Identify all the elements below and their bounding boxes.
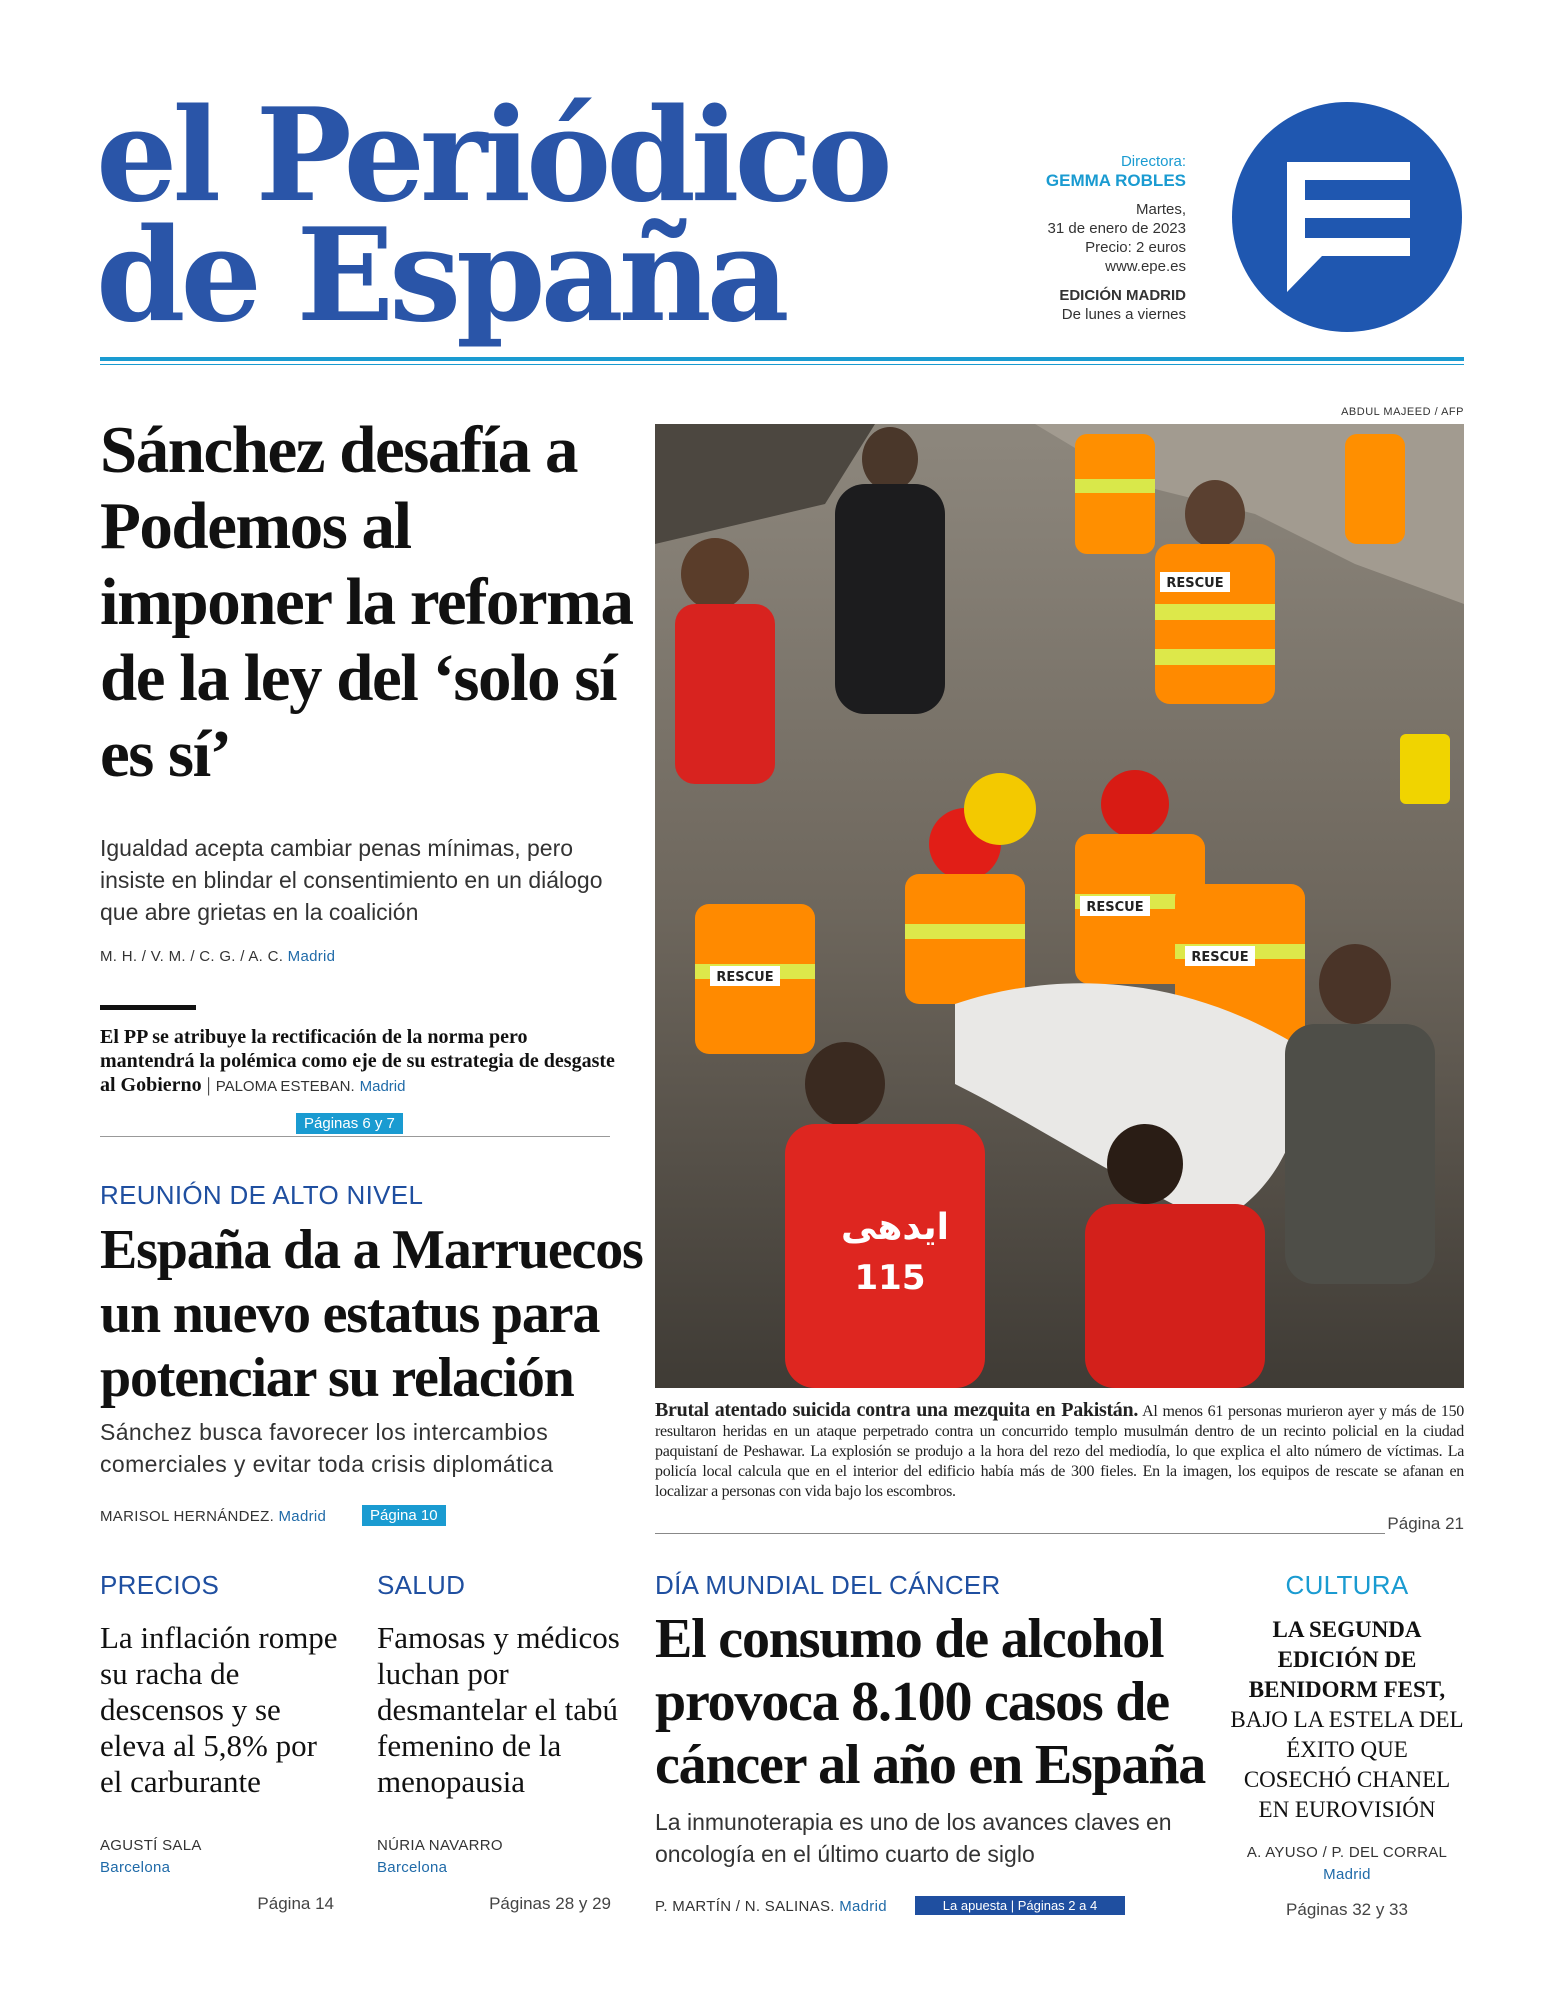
lead-secondary[interactable]: El PP se atribuye la rectificación de la norma pero mantendrá la polémica como eje de su estrategia de desgaste al Gobierno | PALOMA ESTEBAN. Madrid xyxy=(100,1026,615,1096)
lead-byline-location: Madrid xyxy=(287,948,336,965)
morocco-kicker: REUNIÓN DE ALTO NIVEL xyxy=(100,1180,424,1210)
lead-divider xyxy=(100,1136,610,1137)
lead-secondary-location: Madrid xyxy=(359,1078,406,1095)
morocco-byline xyxy=(100,1508,326,1525)
photo-caption-rule xyxy=(655,1533,1385,1534)
rescue-scene-image xyxy=(655,424,1464,1388)
morocco-headline[interactable]: España da a Marruecos un nuevo estatus para potenciar su relación xyxy=(100,1219,643,1409)
lead-photo[interactable] xyxy=(655,424,1464,1388)
cancer-deck: La inmunoterapia es uno de los avances claves en oncología en el último cuarto de siglo xyxy=(655,1809,1172,1867)
culture-byline: A. AYUSO / P. DEL CORRAL xyxy=(1246,1844,1448,1861)
lead-secondary-bar xyxy=(100,1005,196,1010)
morocco-byline-location: Madrid xyxy=(278,1508,327,1525)
brief-health-page[interactable]: Páginas 28 y 29 xyxy=(489,1894,611,1913)
lead-byline xyxy=(100,948,335,965)
photo-credit: ABDUL MAJEED / AFP xyxy=(1341,406,1464,418)
cancer-kicker: DÍA MUNDIAL DEL CÁNCER xyxy=(655,1570,1001,1600)
cancer-pages-tag[interactable]: La apuesta | Páginas 2 a 4 xyxy=(915,1896,1125,1915)
brief-prices-headline[interactable]: La inflación rompe su racha de descensos y se eleva al 5,8% por el carburante xyxy=(100,1620,338,1799)
edition-schedule: De lunes a viernes xyxy=(1061,306,1186,323)
brief-prices-kicker: PRECIOS xyxy=(100,1570,220,1600)
culture-kicker: CULTURA xyxy=(1285,1570,1409,1600)
lead-byline-authors: M. H. / V. M. / C. G. / A. C. xyxy=(100,948,284,965)
lead-deck: Igualdad acepta cambiar penas mínimas, pero insiste en blindar el consentimiento en un diálogo que abre grietas en la coalición xyxy=(100,835,603,925)
masthead-logo-line1: el Periódico xyxy=(96,81,888,231)
brief-prices-location: Barcelona xyxy=(100,1859,171,1876)
issue-website[interactable]: www.epe.es xyxy=(1105,258,1186,275)
morocco-byline-author: MARISOL HERNÁNDEZ. xyxy=(100,1508,275,1525)
vest-label: RESCUE xyxy=(1191,950,1249,965)
masthead-logo-line2: de España xyxy=(96,201,785,351)
vest-label: RESCUE xyxy=(1166,576,1224,591)
culture-location: Madrid xyxy=(1323,1866,1371,1883)
photo-caption-body: Al menos 61 personas murieron ayer y más de 150 resultaron heridas en un ataque perpetrado contra un concurrido templo musulmán dentro de un recinto policial en la ciudad paquistaní de Peshawar. La explosión se produjo a la hora del rezo del mediodía, lo que explica el alto número de víctimas. La policía local calcula que en el interior del edificio había más de 300 fieles. En la imagen, los equipos de rescate se afanan en localizar a personas con vida bajo los escombros. xyxy=(655,1403,1464,1500)
brief-health-location: Barcelona xyxy=(377,1859,448,1876)
lead-pages-tag[interactable]: Páginas 6 y 7 xyxy=(296,1113,403,1134)
cancer-byline xyxy=(655,1898,887,1915)
cancer-byline-authors: P. MARTÍN / N. SALINAS. xyxy=(655,1898,835,1915)
culture-headline[interactable] xyxy=(1230,1615,1464,1825)
brief-prices-author: AGUSTÍ SALA xyxy=(100,1837,202,1854)
morocco-pages-tag[interactable]: Página 10 xyxy=(362,1505,446,1526)
issue-weekday: Martes, xyxy=(1135,201,1186,218)
director-name: GEMMA ROBLES xyxy=(1045,171,1186,190)
brief-health-kicker: SALUD xyxy=(377,1570,466,1600)
issue-price: Precio: 2 euros xyxy=(1085,239,1186,256)
culture-headline-rest: BAJO LA ESTELA DEL ÉXITO QUE COSECHÓ CHANEL EN EUROVISIÓN xyxy=(1230,1707,1464,1822)
brief-prices-page[interactable]: Página 14 xyxy=(257,1894,334,1913)
masthead-emblem-icon xyxy=(1232,102,1462,332)
edition-name: EDICIÓN MADRID xyxy=(1059,287,1186,304)
photo-page-ref[interactable]: Página 21 xyxy=(1387,1514,1464,1533)
shirt-urdu-text: ایدھی xyxy=(840,1207,950,1248)
culture-headline-bold: LA SEGUNDA EDICIÓN DE BENIDORM FEST, xyxy=(1248,1617,1446,1702)
shirt-number: 115 xyxy=(854,1258,926,1298)
brief-health-author: NÚRIA NAVARRO xyxy=(377,1837,503,1854)
morocco-deck: Sánchez busca favorecer los intercambios comerciales y evitar toda crisis diplomática xyxy=(100,1419,554,1477)
issue-date: 31 de enero de 2023 xyxy=(1047,220,1186,237)
lead-secondary-text: El PP se atribuye la rectificación de la norma pero mantendrá la polémica como eje de su estrategia de desgaste al Gobierno xyxy=(100,1026,615,1096)
masthead-rule-thin xyxy=(100,364,1464,365)
photo-caption-title: Brutal atentado suicida contra una mezquita en Pakistán. xyxy=(655,1399,1139,1421)
cancer-headline[interactable]: El consumo de alcohol provoca 8.100 casos de cáncer al año en España xyxy=(655,1608,1206,1796)
vest-label: RESCUE xyxy=(1086,900,1144,915)
vest-label: RESCUE xyxy=(716,970,774,985)
lead-secondary-byline: PALOMA ESTEBAN. xyxy=(215,1078,355,1095)
masthead-meta xyxy=(960,152,1186,324)
cancer-byline-location: Madrid xyxy=(839,1898,887,1915)
photo-caption xyxy=(655,1400,1464,1502)
lead-headline[interactable]: Sánchez desafía a Podemos al imponer la reforma de la ley del ‘solo sí es sí’ xyxy=(100,413,633,791)
culture-pages[interactable]: Páginas 32 y 33 xyxy=(1286,1900,1408,1919)
director-label: Directora: xyxy=(1120,153,1186,170)
masthead-rule xyxy=(100,357,1464,361)
brief-health-headline[interactable]: Famosas y médicos luchan por desmantelar el tabú femenino de la menopausia xyxy=(377,1620,620,1799)
